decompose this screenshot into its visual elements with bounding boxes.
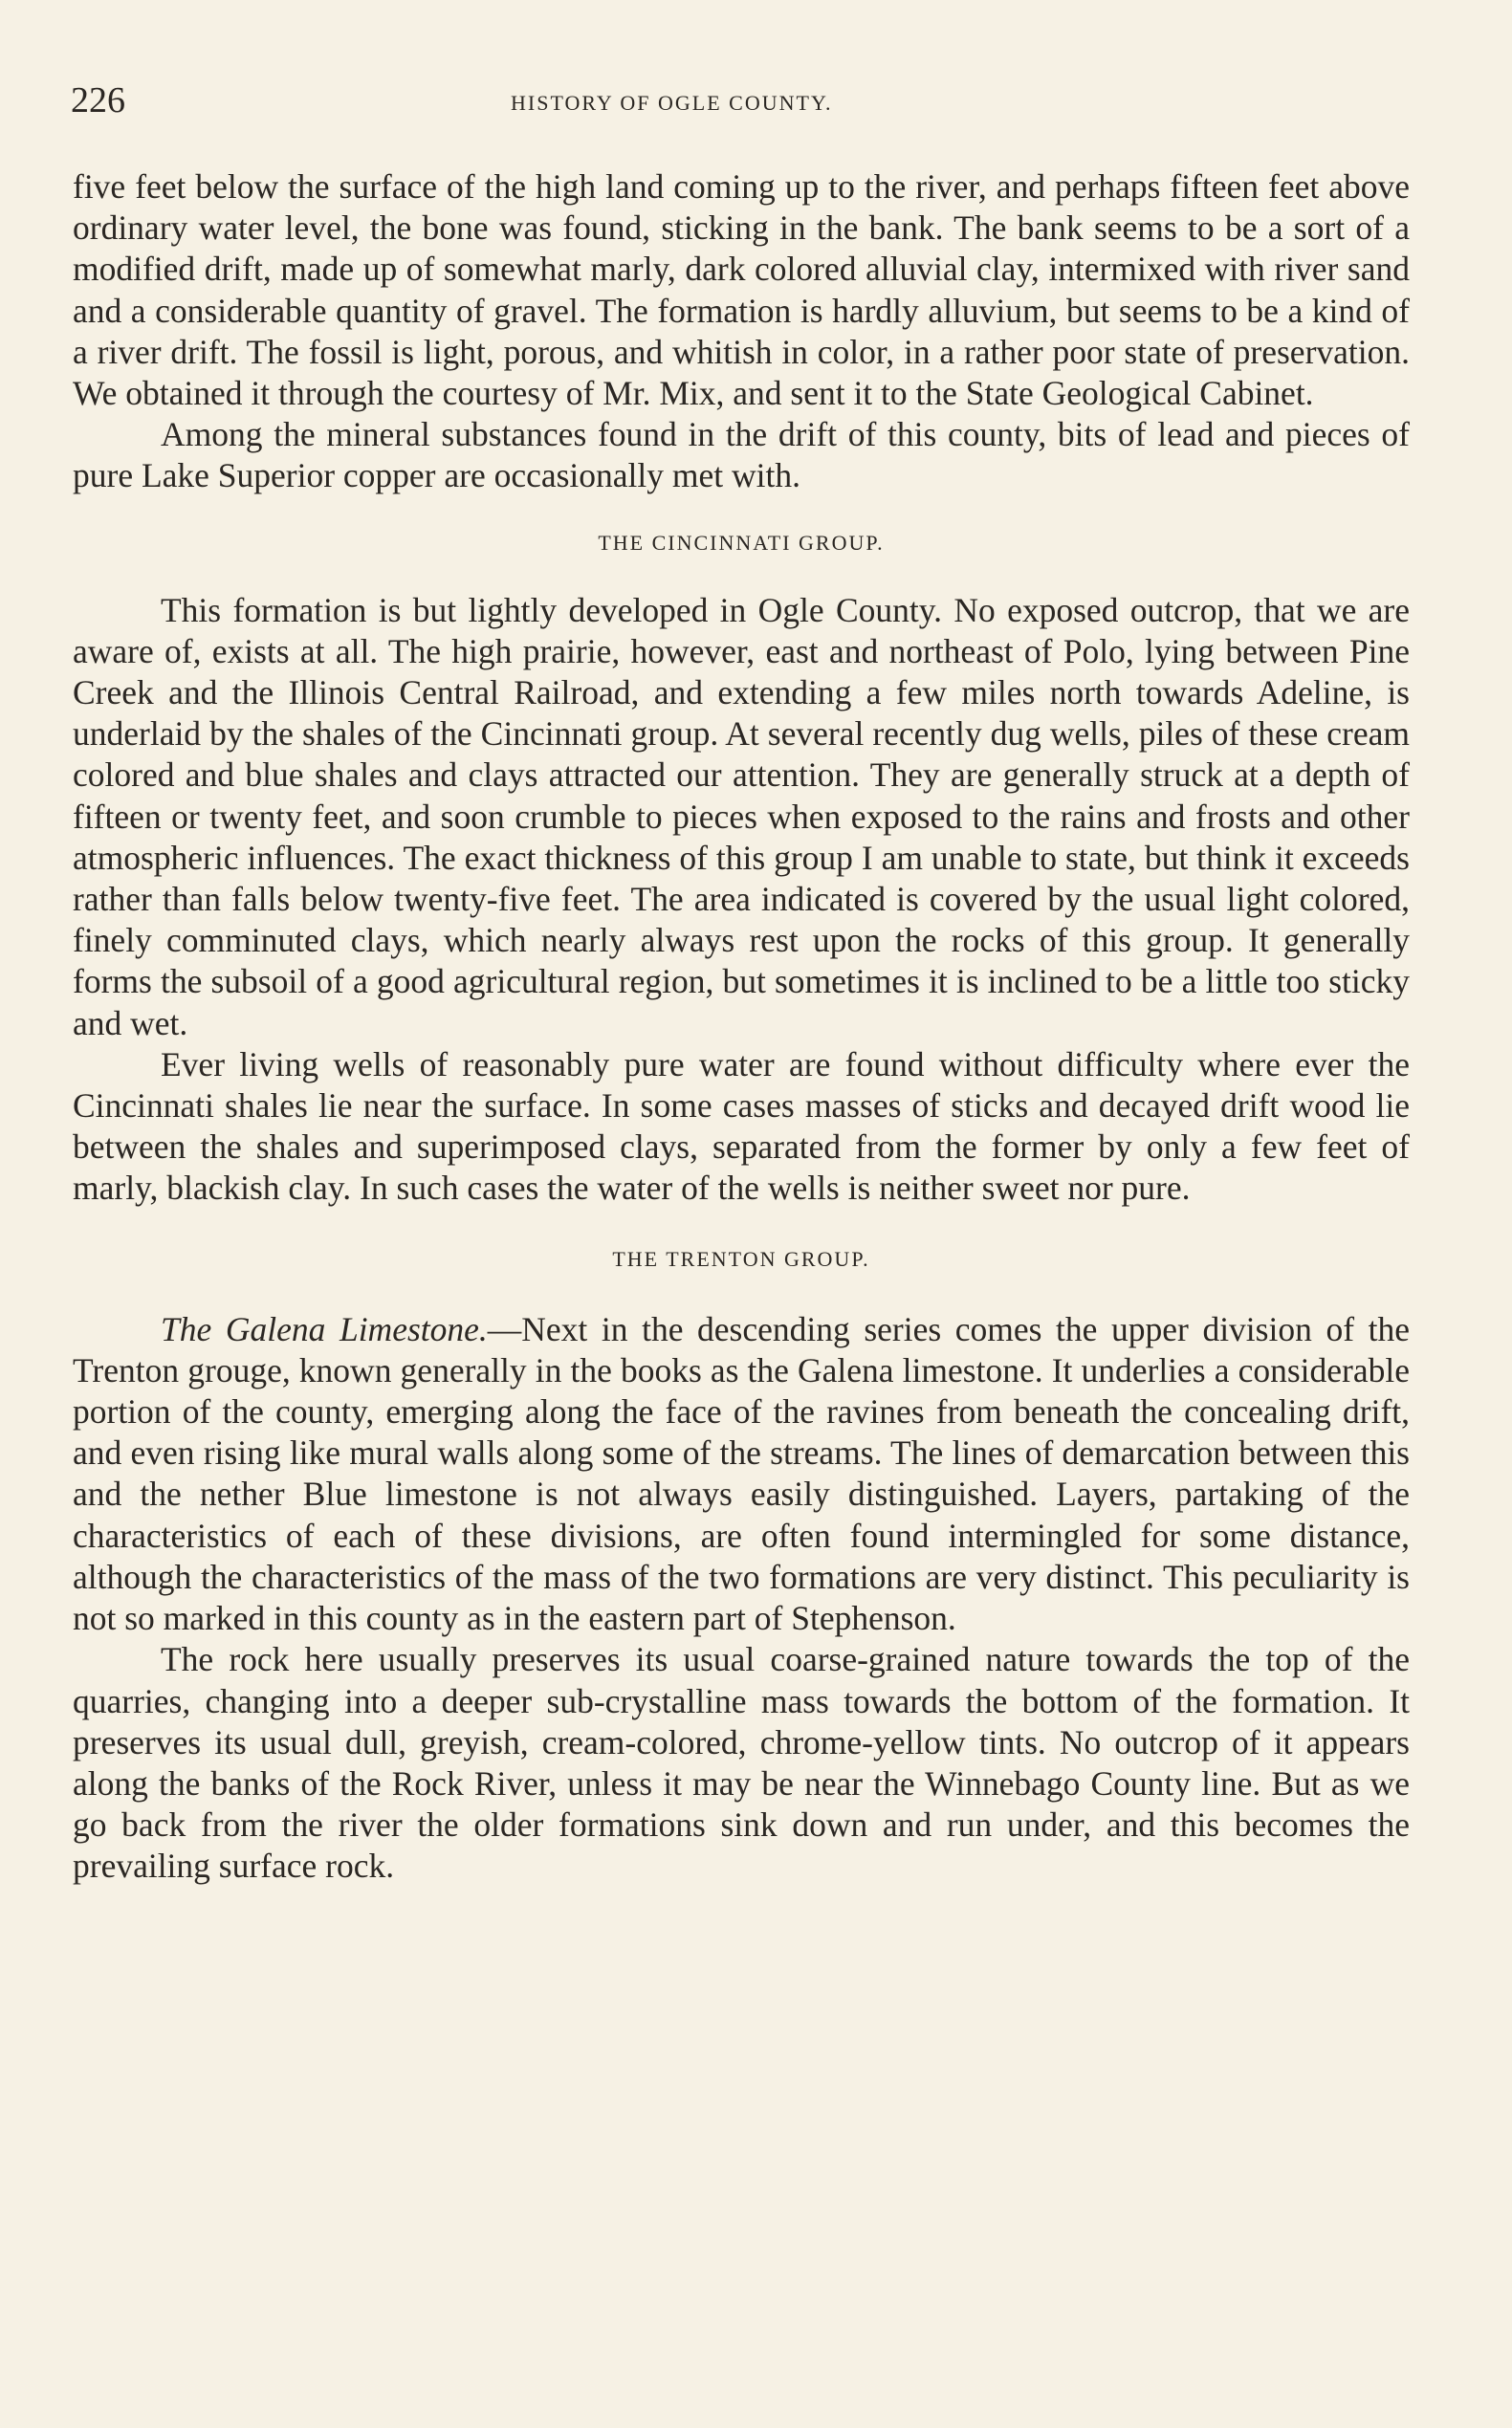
paragraph-living-wells: Ever living wells of reasonably pure water are found without difficulty where ever the Cincinnati shales lie near the surface. In some cases masses of sticks and decayed drift wood lie between the shales and superimposed clays, separated from the former by only a few feet of marly, blackish clay. In such cases the water of the wells is neither sweet nor pure. — [73, 1044, 1410, 1208]
running-title: HISTORY OF OGLE COUNTY. — [511, 91, 833, 115]
paragraph-cincinnati-formation: This formation is but lightly developed in Ogle County. No exposed outcrop, that we are aware of, exists at all. The high prairie, however, east and northeast of Polo, lying between Pine Creek and the Illinois Central Railroad, and extending a few miles north towards Adeline, is underlaid by the shales of the Cincinnati group. At several recently dug wells, piles of these cream colored and blue shales and clays attracted our attention. They are generally struck at a depth of fifteen or twenty feet, and soon crumble to pieces when exposed to the rains and frosts and other atmospheric influences. The exact thickness of this group I am unable to state, but think it exceeds rather than falls below twenty-five feet. The area indicated is covered by the usual light colored, finely comminuted clays, which nearly always rest upon the rocks of this group. It generally forms the subsoil of a good agricultural region, but sometimes it is inclined to be a little too sticky and wet. — [73, 590, 1410, 1042]
paragraph-mineral-substances: Among the mineral substances found in the drift of this county, bits of lead and pieces of pure Lake Superior copper are occasionally met with. — [73, 415, 1410, 495]
paragraph-continued: five feet below the surface of the high land coming up to the river, and perhaps fifteen feet above ordinary water level, the bone was found, sticking in the bank. The bank seems to be a sort of a modified drift, made up of somewhat marly, dark colored alluvial clay, intermixed with river sand and a considerable quantity of gravel. The formation is hardly alluvium, but seems to be a kind of a river drift. The fossil is light, porous, and whitish in color, in a rather poor state of preservation. We obtained it through the courtesy of Mr. Mix, and sent it to the State Geological Cabinet. — [73, 167, 1410, 413]
page-header — [71, 77, 1414, 124]
section-heading-cincinnati: THE CINCINNATI GROUP. — [598, 530, 885, 555]
page-number: 226 — [71, 80, 125, 120]
paragraph-rock-description: The rock here usually preserves its usual coarse-grained nature towards the top of the quarries, changing into a deeper sub-crystalline mass towards the bottom of the formation. It preserves its usual dull, greyish, cream-colored, chrome-yellow tints. No outcrop of it appears along the banks of the Rock River, unless it may be near the Winnebago County line. But as we go back from the river the older formations sink down and run under, and this becomes the prevailing surface rock. — [73, 1640, 1410, 1886]
paragraph-galena-limestone — [73, 1309, 1410, 1640]
galena-limestone-lead: The Galena Limestone. — [161, 1309, 488, 1348]
body-text — [73, 166, 1410, 1888]
galena-limestone-text: —Next in the descending series comes the upper division of the Trenton grouge, known generally in the books as the Galena limestone. It underlies a considerable portion of the county, emerging along the face of the ravines from beneath the concealing drift, and even rising like mural walls along some of the streams. The lines of demarcation between this and the nether Blue limestone is not always easily distinguished. Layers, partaking of the characteristics of each of these divisions, are often found intermingled for some distance, although the characteristics of the mass of the two formations are very distinct. This peculiarity is not so marked in this county as in the eastern part of Stephenson. — [73, 1309, 1410, 1638]
section-heading-trenton: THE TRENTON GROUP. — [612, 1246, 870, 1271]
